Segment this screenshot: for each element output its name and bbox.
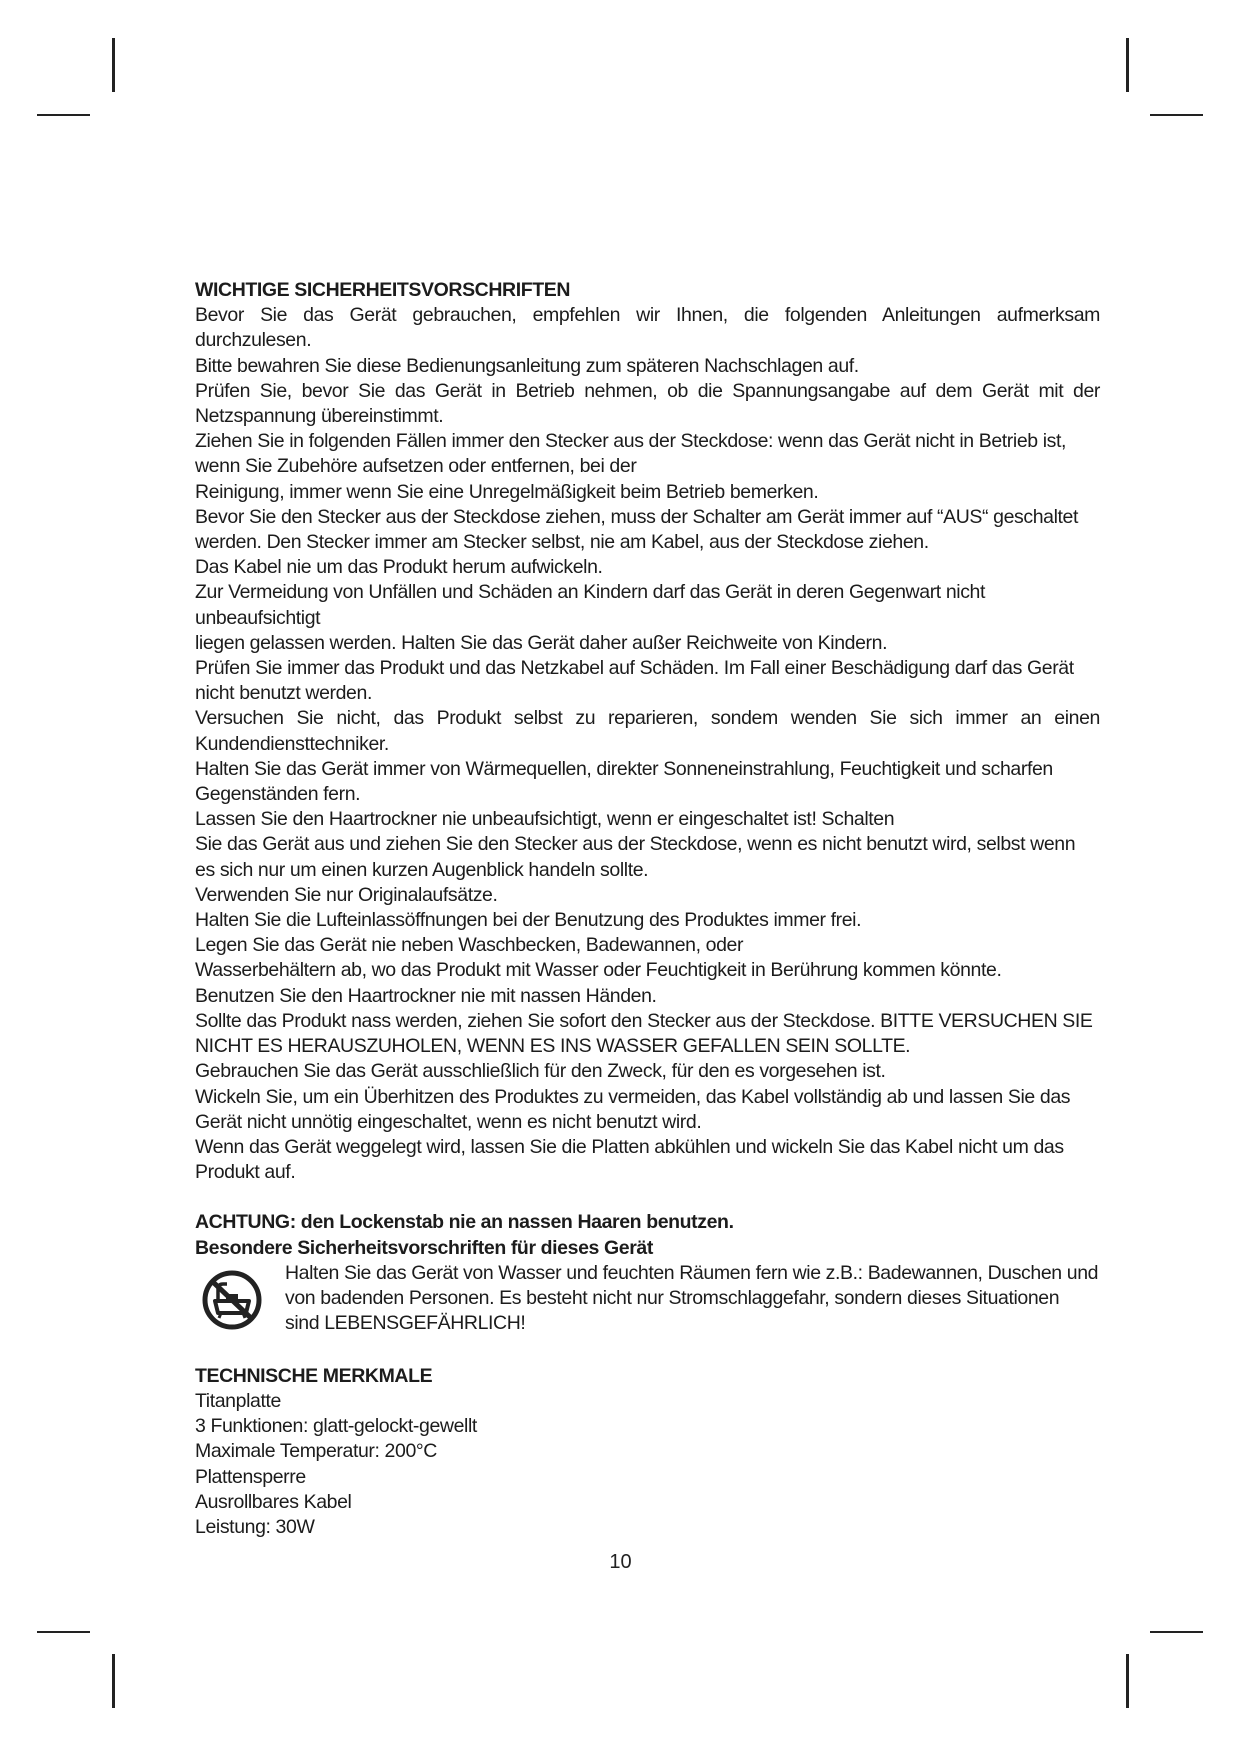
crop-mark-top-right-horizontal <box>1150 114 1203 116</box>
document-body <box>195 278 1100 1540</box>
no-bathtub-icon <box>197 1269 267 1331</box>
safety-line: Wickeln Sie, um ein Überhitzen des Produktes zu vermeiden, das Kabel vollständig ab und lassen Sie das <box>195 1085 1071 1108</box>
warning-subheading: Besondere Sicherheitsvorschriften für dieses Gerät <box>195 1236 653 1259</box>
safety-paragraphs <box>195 303 1100 1185</box>
safety-line: Prüfen Sie immer das Produkt und das Netzkabel auf Schäden. Im Fall einer Beschädigung darf das Gerät <box>195 657 1074 680</box>
safety-line: Gebrauchen Sie das Gerät ausschließlich für den Zweck, für den es vorgesehen ist. <box>195 1060 886 1083</box>
safety-line: Versuchen Sie nicht, das Produkt selbst zu reparieren, sondem wenden Sie sich immer an einen <box>195 707 1100 730</box>
spec-item: Ausrollbares Kabel <box>195 1490 352 1513</box>
crop-mark-top-left-vertical <box>112 38 115 92</box>
safety-line: liegen gelassen werden. Halten Sie das Gerät daher außer Reichweite von Kindern. <box>195 631 888 654</box>
safety-line: Lassen Sie den Haartrockner nie unbeaufsichtigt, wenn er eingeschaltet ist! Schalten <box>195 808 895 831</box>
safety-line: Benutzen Sie den Haartrockner nie mit nassen Händen. <box>195 984 657 1007</box>
safety-line: Bevor Sie das Gerät gebrauchen, empfehlen wir Ihnen, die folgenden Anleitungen aufmerksam <box>195 304 1100 327</box>
safety-line: Halten Sie das Gerät immer von Wärmequellen, direkter Sonneneinstrahlung, Feuchtigkeit und scharfen <box>195 757 1053 780</box>
spec-item: Plattensperre <box>195 1465 306 1488</box>
safety-line: Sollte das Produkt nass werden, ziehen Sie sofort den Stecker aus der Steckdose. BITTE VERSUCHEN SIE <box>195 1009 1093 1032</box>
safety-line: Bitte bewahren Sie diese Bedienungsanleitung zum späteren Nachschlagen auf. <box>195 354 859 377</box>
specs-title: TECHNISCHE MERKMALE <box>195 1364 433 1387</box>
crop-mark-bottom-right-vertical <box>1126 1654 1129 1708</box>
warning-block <box>195 1261 1100 1339</box>
safety-line: Gegenständen fern. <box>195 783 361 806</box>
safety-line: werden. Den Stecker immer am Stecker selbst, nie am Kabel, aus der Steckdose ziehen. <box>195 531 929 554</box>
safety-line: Produkt auf. <box>195 1161 296 1184</box>
safety-title: WICHTIGE SICHERHEITSVORSCHRIFTEN <box>195 279 571 301</box>
safety-line: Verwenden Sie nur Originalaufsätze. <box>195 883 498 906</box>
safety-line: Prüfen Sie, bevor Sie das Gerät in Betrieb nehmen, ob die Spannungsangabe auf dem Gerät mit der <box>195 379 1100 402</box>
warning-line: von badenden Personen. Es besteht nicht nur Stromschlaggefahr, sondern dieses Situationen <box>285 1286 1060 1309</box>
safety-line: Gerät nicht unnötig eingeschaltet, wenn es nicht benutzt wird. <box>195 1110 702 1133</box>
safety-line: Kundendiensttechniker. <box>195 732 389 755</box>
crop-mark-top-right-vertical <box>1126 38 1129 92</box>
safety-line: Halten Sie die Lufteinlassöffnungen bei der Benutzung des Produktes immer frei. <box>195 909 862 932</box>
warning-line: Halten Sie das Gerät von Wasser und feuchten Räumen fern wie z.B.: Badewannen, Duschen und <box>285 1261 1099 1284</box>
specs-list <box>195 1389 1100 1540</box>
safety-line: Zur Vermeidung von Unfällen und Schäden an Kindern darf das Gerät in deren Gegenwart nicht unbeaufsichtigt <box>195 581 986 629</box>
safety-line: Netzspannung übereinstimmt. <box>195 405 444 428</box>
warning-line: sind LEBENSGEFÄHRLICH! <box>285 1312 526 1335</box>
safety-line: Legen Sie das Gerät nie neben Waschbecken, Badewannen, oder <box>195 934 744 957</box>
warning-heading: ACHTUNG: den Lockenstab nie an nassen Haaren benutzen. <box>195 1211 734 1234</box>
spec-item: Titanplatte <box>195 1389 281 1412</box>
safety-line: Sie das Gerät aus und ziehen Sie den Stecker aus der Steckdose, wenn es nicht benutzt wird, selbst wenn <box>195 833 1076 856</box>
safety-line: wenn Sie Zubehöre aufsetzen oder entfernen, bei der <box>195 455 637 478</box>
safety-line: Wenn das Gerät weggelegt wird, lassen Sie die Platten abkühlen und wickeln Sie das Kabel nicht um das <box>195 1135 1064 1158</box>
spec-item: Maximale Temperatur: 200°C <box>195 1440 437 1463</box>
safety-line: durchzulesen. <box>195 329 312 352</box>
spec-item: Leistung: 30W <box>195 1515 315 1538</box>
crop-mark-bottom-left-vertical <box>112 1654 115 1708</box>
safety-line: es sich nur um einen kurzen Augenblick handeln sollte. <box>195 858 649 881</box>
safety-line: Ziehen Sie in folgenden Fällen immer den Stecker aus der Steckdose: wenn das Gerät nicht in Betrieb ist, <box>195 430 1067 453</box>
spec-item: 3 Funktionen: glatt-gelockt-gewellt <box>195 1415 477 1438</box>
safety-line: Das Kabel nie um das Produkt herum aufwickeln. <box>195 556 603 579</box>
safety-line: Wasserbehältern ab, wo das Produkt mit Wasser oder Feuchtigkeit in Berührung kommen könnte. <box>195 959 1002 982</box>
safety-line: Bevor Sie den Stecker aus der Steckdose ziehen, muss der Schalter am Gerät immer auf “AUS“ geschaltet <box>195 505 1079 528</box>
safety-line: Reinigung, immer wenn Sie eine Unregelmäßigkeit beim Betrieb bemerken. <box>195 480 819 503</box>
page-number: 10 <box>609 1551 632 1573</box>
crop-mark-bottom-left-horizontal <box>37 1631 90 1633</box>
crop-mark-bottom-right-horizontal <box>1150 1631 1203 1633</box>
safety-line: NICHT ES HERAUSZUHOLEN, WENN ES INS WASSER GEFALLEN SEIN SOLLTE. <box>195 1035 911 1058</box>
crop-mark-top-left-horizontal <box>37 114 90 116</box>
safety-line: nicht benutzt werden. <box>195 682 372 705</box>
